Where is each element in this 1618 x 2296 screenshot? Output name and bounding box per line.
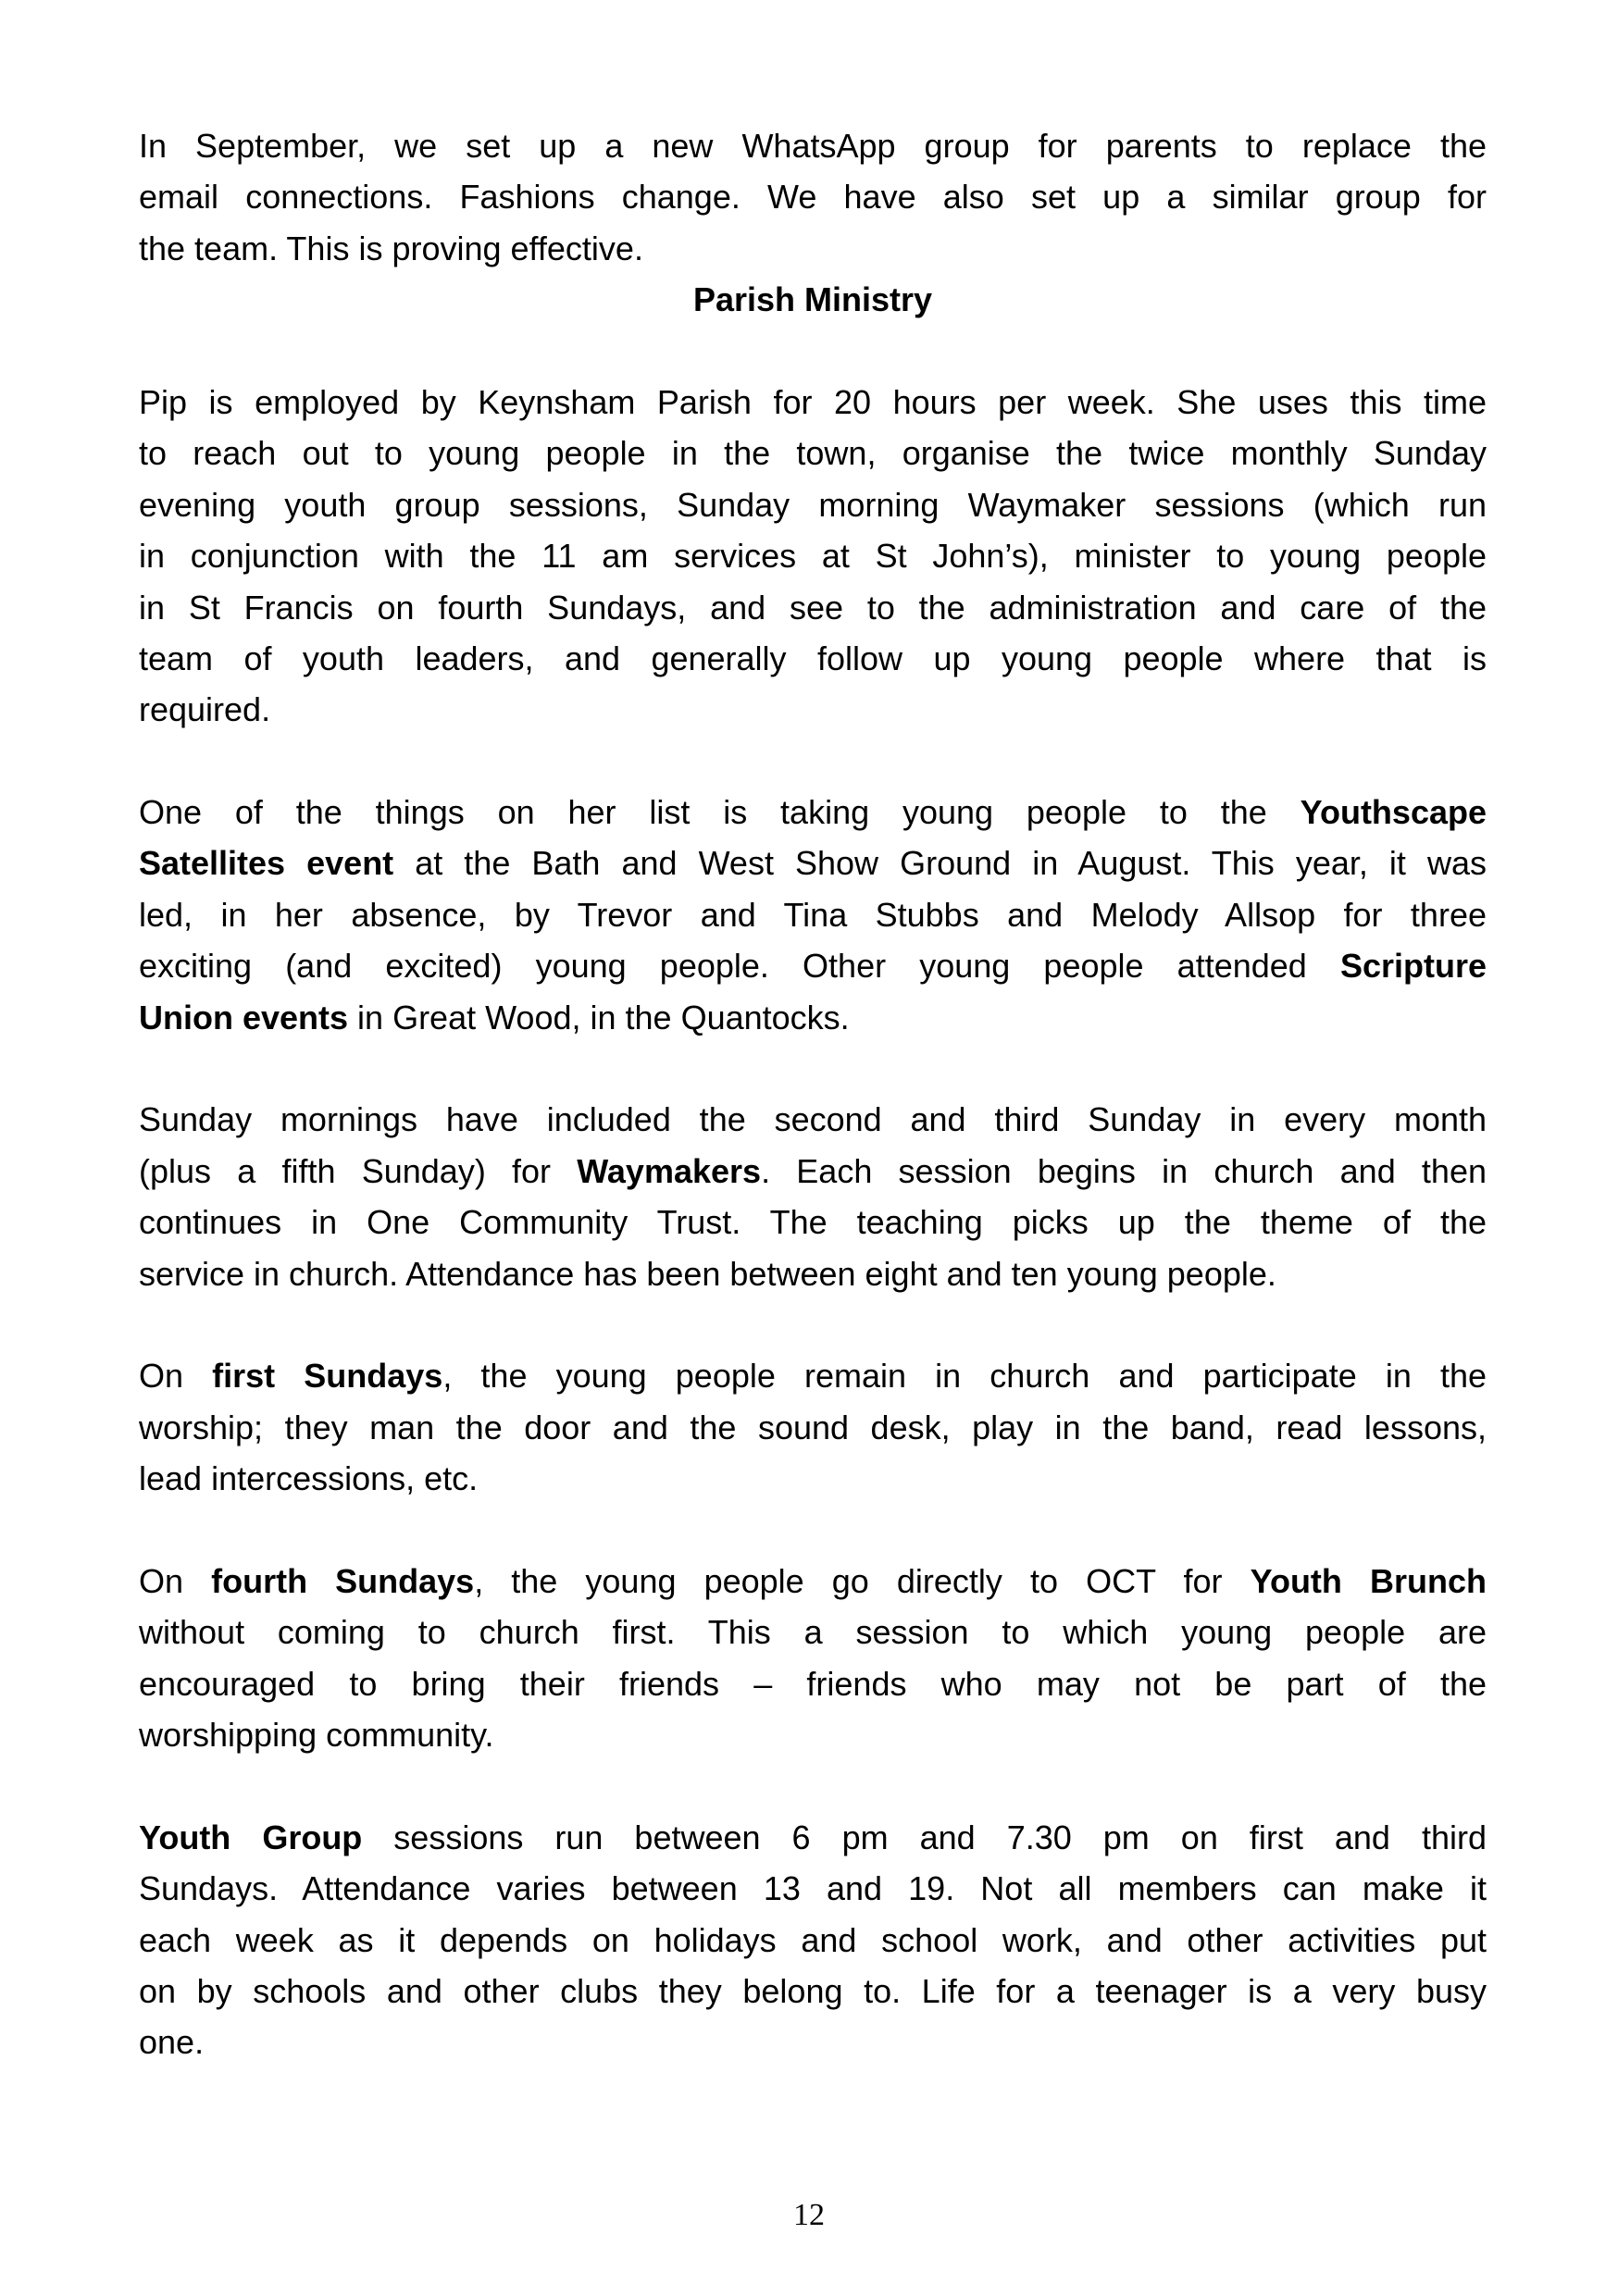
text-span: Sunday mornings have included the second and third Sunday in every month — [139, 1100, 1487, 1139]
text-line — [139, 787, 1487, 838]
text-span: on by schools and other clubs they belong to. Life for a teenager is a very busy — [139, 1972, 1487, 2011]
text-line — [139, 1556, 1487, 1607]
text-line — [139, 1966, 1487, 2017]
paragraph — [139, 1556, 1487, 1761]
text-span: without coming to church first. This a session to which young people are — [139, 1613, 1487, 1652]
text-line — [139, 171, 1487, 222]
bold-text: Satellites event — [139, 844, 394, 883]
text-span: exciting (and excited) young people. Other young people attended — [139, 947, 1340, 986]
document-body — [139, 120, 1487, 2068]
text-line — [139, 940, 1487, 991]
text-span: email connections. Fashions change. We have also set up a similar group for — [139, 178, 1487, 217]
text-span: team of youth leaders, and generally follow up young people where that is — [139, 639, 1487, 677]
text-span: worshipping community. — [139, 1716, 494, 1755]
text-span: in Great Wood, in the Quantocks. — [348, 998, 850, 1036]
text-line — [139, 1146, 1487, 1197]
text-line — [139, 889, 1487, 940]
text-line — [139, 428, 1487, 478]
text-line — [139, 1197, 1487, 1247]
paragraph-spacer — [139, 1505, 1487, 1556]
text-line — [139, 223, 1487, 274]
text-line — [139, 1248, 1487, 1299]
bold-text: fourth Sundays — [211, 1561, 475, 1600]
bold-text: Waymakers — [577, 1151, 762, 1190]
text-span: continues in One Community Trust. The teaching picks up the theme of the — [139, 1203, 1487, 1242]
bold-text: Union events — [139, 998, 349, 1036]
text-span: One of the things on her list is taking young people to the — [139, 793, 1301, 832]
paragraph — [139, 1812, 1487, 2068]
text-line — [139, 1863, 1487, 1914]
text-span: required. — [139, 690, 271, 729]
text-span: encouraged to bring their friends – friends who may not be part of the — [139, 1664, 1487, 1703]
paragraph — [139, 120, 1487, 274]
text-span: at the Bath and West Show Ground in August. This year, it was — [393, 844, 1487, 883]
text-line — [139, 838, 1487, 888]
text-line — [139, 1607, 1487, 1657]
text-line — [139, 1915, 1487, 1966]
paragraph — [139, 377, 1487, 736]
text-span: evening youth group sessions, Sunday morning Waymaker sessions (which run — [139, 485, 1487, 524]
text-line — [139, 1350, 1487, 1401]
text-span: the team. This is proving effective. — [139, 229, 643, 267]
text-span: lead intercessions, etc. — [139, 1459, 479, 1498]
text-line — [139, 1658, 1487, 1709]
section-heading: Parish Ministry — [692, 280, 933, 319]
text-span: Pip is employed by Keynsham Parish for 20 hours per week. She uses this time — [139, 382, 1487, 421]
text-span: service in church. Attendance has been between eight and ten young people. — [139, 1254, 1276, 1293]
text-span: On — [139, 1561, 212, 1600]
text-line — [139, 582, 1487, 633]
text-span: , the young people remain in church and participate in the — [442, 1357, 1487, 1396]
text-span: to reach out to young people in the town, organise the twice monthly Sunday — [139, 434, 1487, 473]
text-line — [139, 992, 1487, 1043]
paragraph — [139, 1350, 1487, 1504]
text-span: one. — [139, 2023, 205, 2062]
text-line — [139, 1094, 1487, 1145]
text-span: Sundays. Attendance varies between 13 and 19. Not all members can make it — [139, 1869, 1487, 1908]
page-number: 12 — [793, 2198, 825, 2232]
text-span: led, in her absence, by Trevor and Tina Stubbs and Melody Allsop for three — [139, 895, 1487, 934]
paragraph-spacer — [139, 1761, 1487, 1812]
bold-text: Youth Group — [139, 1818, 363, 1856]
text-line — [139, 1453, 1487, 1504]
bold-text: Youth Brunch — [1250, 1561, 1487, 1600]
paragraph-spacer — [139, 1043, 1487, 1094]
paragraph-spacer — [139, 1299, 1487, 1350]
paragraph-spacer — [139, 326, 1487, 377]
text-span: worship; they man the door and the sound desk, play in the band, read lessons, — [139, 1408, 1487, 1446]
text-line — [139, 377, 1487, 428]
bold-text: first Sundays — [212, 1357, 443, 1396]
text-span: . Each session begins in church and then — [761, 1151, 1487, 1190]
text-line — [139, 633, 1487, 684]
text-line — [139, 1709, 1487, 1760]
paragraph — [139, 787, 1487, 1043]
bold-text: Youthscape — [1300, 793, 1487, 832]
paragraph-spacer — [139, 736, 1487, 787]
text-span: in St Francis on fourth Sundays, and see to the administration and care of the — [139, 588, 1487, 627]
text-line — [139, 479, 1487, 530]
text-line — [139, 2017, 1487, 2067]
text-span: (plus a fifth Sunday) for — [139, 1151, 578, 1190]
text-line — [139, 1812, 1487, 1863]
text-span: In September, we set up a new WhatsApp group for parents to replace the — [139, 127, 1487, 165]
bold-text: Scripture — [1339, 947, 1487, 986]
text-line — [139, 120, 1487, 171]
text-span: sessions run between 6 pm and 7.30 pm on first and third — [362, 1818, 1487, 1856]
paragraph — [139, 1094, 1487, 1299]
text-line — [139, 530, 1487, 581]
text-span: On — [139, 1357, 213, 1396]
text-span: in conjunction with the 11 am services at St John’s), minister to young people — [139, 537, 1487, 576]
text-line — [139, 684, 1487, 735]
text-span: each week as it depends on holidays and school work, and other activities put — [139, 1920, 1487, 1959]
text-line — [139, 1402, 1487, 1453]
text-span: , the young people go directly to OCT for — [474, 1561, 1251, 1600]
